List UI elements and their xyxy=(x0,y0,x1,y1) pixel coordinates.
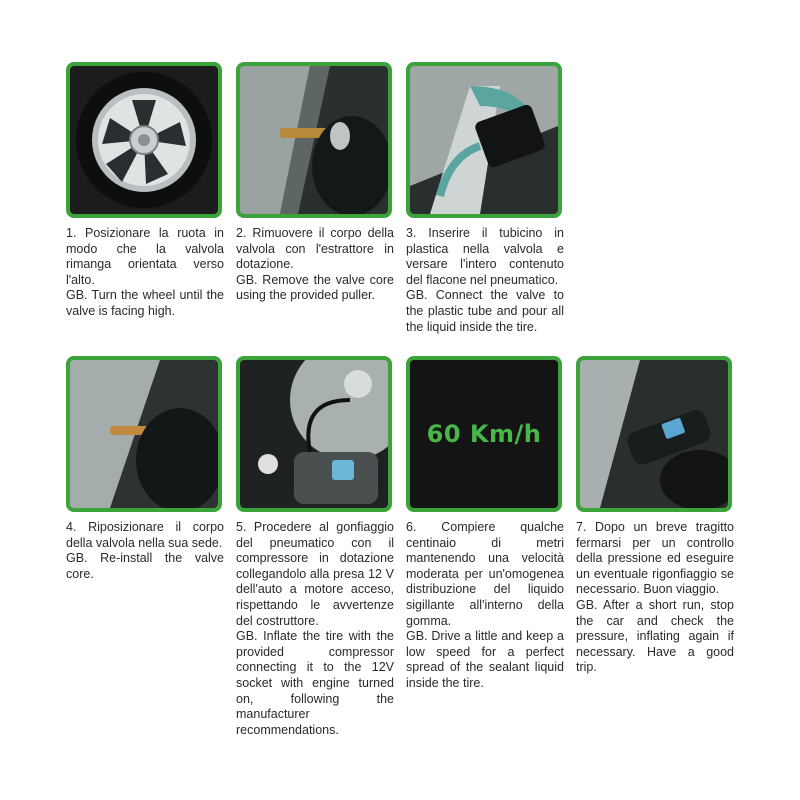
step-4-text-gb: GB. Re-install the valve core. xyxy=(66,551,224,581)
sealant-bottle-icon xyxy=(410,66,558,214)
step-3-caption xyxy=(406,226,564,335)
step-5-text-it: 5. Procedere al gonfiaggio del pneumatico con il compressore in dotazione collegandolo alla presa 12 V dell'auto a motore acceso, rispettando le avvertenze del costruttore. xyxy=(236,520,394,628)
compressor-icon xyxy=(240,360,388,508)
step-1-caption xyxy=(66,226,224,320)
step-4-text-it: 4. Riposizionare il corpo della valvola nella sua sede. xyxy=(66,520,224,550)
valve-reinstall-icon xyxy=(70,360,218,508)
step-2-text-gb: GB. Remove the valve core using the provided puller. xyxy=(236,272,394,303)
step-1-text-it: 1. Posizionare la ruota in modo che la valvola rimanga orientata verso l'alto. xyxy=(66,226,224,287)
step-4-photo xyxy=(66,356,222,512)
step-6-speed-panel xyxy=(406,356,562,512)
step-5-caption xyxy=(236,520,394,738)
step-6-caption xyxy=(406,520,564,692)
step-2-photo xyxy=(236,62,392,218)
step-3-text-it: 3. Inserire il tubicino in plastica nella valvola e versare l'intero contenuto del flacone nel pneumatico. xyxy=(406,226,564,287)
step-2-text-it: 2. Rimuovere il corpo della valvola con l'estrattore in dotazione. xyxy=(236,226,394,272)
step-2-caption xyxy=(236,226,394,304)
step-5-text-gb: GB. Inflate the tire with the provided compressor connecting it to the 12V socket with engine turned on, following the manufacturer recommendations. xyxy=(236,629,394,737)
step-5-photo xyxy=(236,356,392,512)
step-3-text-gb: GB. Connect the valve to the plastic tube and pour all the liquid inside the tire. xyxy=(406,288,564,334)
step-7-photo xyxy=(576,356,732,512)
step-6-text-gb: GB. Drive a little and keep a low speed for a perfect spread of the sealant liquid inside the tire. xyxy=(406,629,564,690)
valve-removal-icon xyxy=(240,66,388,214)
wheel-icon xyxy=(70,66,218,214)
step-7-text-it: 7. Dopo un breve tragitto fermarsi per un controllo della pressione ed eseguire un eventuale rigonfiaggio se necessario. Buon viaggio. xyxy=(576,520,734,597)
step-6-text-it: 6. Compiere qualche centinaio di metri mantenendo una velocità moderata per un'omogenea distribuzione del liquido sigillante all'interno della gomma. xyxy=(406,520,564,628)
step-7-text-gb: GB. After a short run, stop the car and check the pressure, inflating again if necessary. Have a good trip. xyxy=(576,597,734,675)
step-1-photo xyxy=(66,62,222,218)
step-1-text-gb: GB. Turn the wheel until the valve is facing high. xyxy=(66,288,224,318)
step-7-caption xyxy=(576,520,734,676)
speed-label: 60 Km/h xyxy=(426,420,542,448)
pressure-gauge-icon xyxy=(580,360,728,508)
step-3-photo xyxy=(406,62,562,218)
step-4-caption xyxy=(66,520,224,582)
